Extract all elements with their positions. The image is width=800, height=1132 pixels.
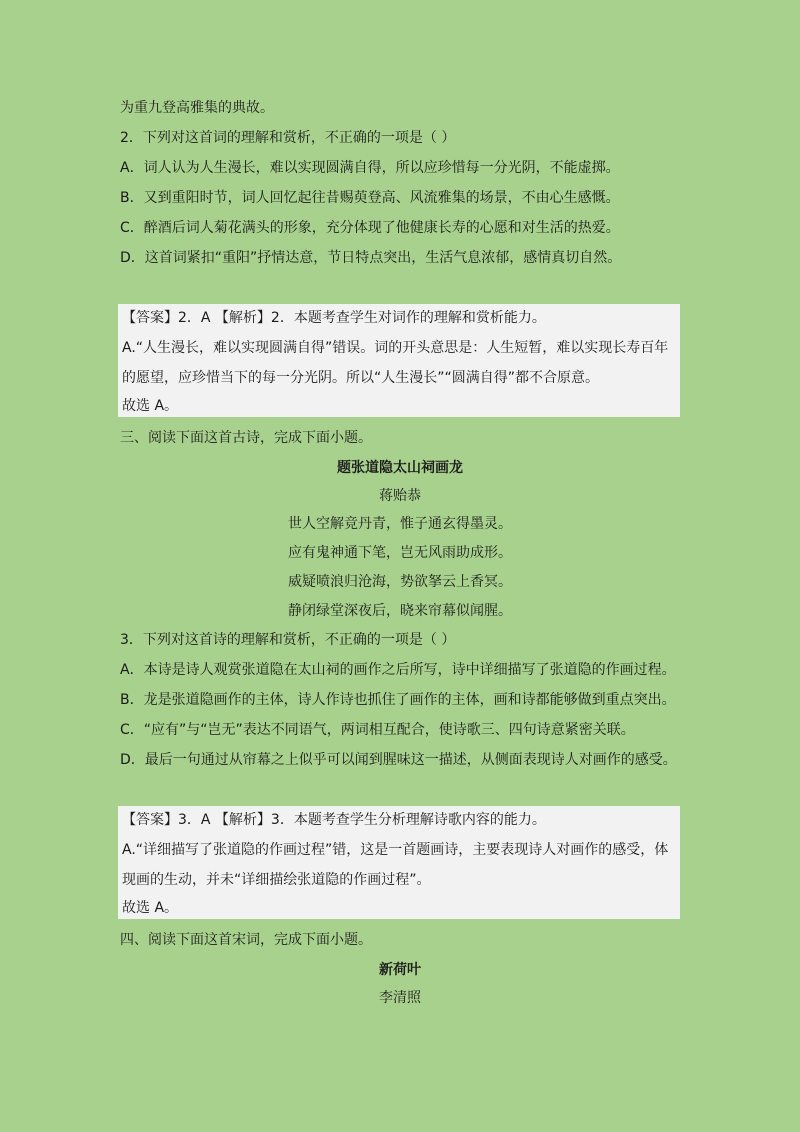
option-3d: D．最后一句通过从帘幕之上似乎可以闻到腥味这一描述，从侧面表现诗人对画作的感受。 [120,752,677,768]
poem-3-line-3: 威疑喷浪归沧海，势欲拏云上香冥。 [288,574,512,590]
answer-3-line-4: 故选 A。 [122,900,179,916]
answer-box-3 [118,806,680,919]
question-3: 3．下列对这首诗的理解和赏析，不正确的一项是（ ） [120,632,456,648]
option-2b: B．又到重阳时节，词人回忆起往昔赐萸登高、风流雅集的场景，不由心生感慨。 [120,190,620,206]
passage-note-tail: 为重九登高雅集的典故。 [120,100,274,116]
option-2a: A．词人认为人生漫长，难以实现圆满自得，所以应珍惜每一分光阴，不能虚掷。 [120,160,620,176]
poem-4-author: 李清照 [379,990,421,1006]
answer-2-line-4: 故选 A。 [122,398,179,414]
option-2d: D．这首词紧扣“重阳”抒情达意，节日特点突出，生活气息浓郁，感情真切自然。 [120,250,622,266]
answer-2-line-3: 的愿望，应珍惜当下的每一分光阴。所以“人生漫长”“圆满自得”都不合原意。 [122,370,600,386]
answer-box-2 [118,304,680,417]
answer-3-line-1: 【答案】3．A 【解析】3．本题考查学生分析理解诗歌内容的能力。 [122,812,546,828]
section-3-heading: 三、阅读下面这首古诗，完成下面小题。 [120,430,372,446]
question-2: 2．下列对这首词的理解和赏析，不正确的一项是（ ） [120,130,456,146]
option-3a: A．本诗是诗人观赏张道隐在太山祠的画作之后所写，诗中详细描写了张道隐的作画过程。 [120,662,676,678]
answer-2-line-2: A.“人生漫长，难以实现圆满自得”错误。词的开头意思是：人生短暂，难以实现长寿百年 [122,340,669,356]
answer-2-line-1: 【答案】2．A 【解析】2．本题考查学生对词作的理解和赏析能力。 [122,310,546,326]
section-4-heading: 四、阅读下面这首宋词，完成下面小题。 [120,932,372,948]
poem-3-title: 题张道隐太山祠画龙 [337,460,463,476]
poem-3-author: 蒋贻恭 [379,488,421,504]
poem-3-line-4: 静闭绿堂深夜后，晓来帘幕似闻腥。 [288,603,512,619]
option-3b: B．龙是张道隐画作的主体，诗人作诗也抓住了画作的主体，画和诗都能够做到重点突出。 [120,692,676,708]
poem-4-title: 新荷叶 [379,962,421,978]
option-2c: C．醉酒后词人菊花满头的形象，充分体现了他健康长寿的心愿和对生活的热爱。 [120,220,620,236]
poem-3-line-1: 世人空解竞丹青，惟子通玄得墨灵。 [288,516,512,532]
answer-3-line-2: A.“详细描写了张道隐的作画过程”错，这是一首题画诗，主要表现诗人对画作的感受，体 [122,842,669,858]
answer-3-line-3: 现画的生动，并未“详细描绘张道隐的作画过程”。 [122,872,431,888]
option-3c: C．“应有”与“岂无”表达不同语气，两词相互配合，使诗歌三、四句诗意紧密关联。 [120,722,635,738]
poem-3-line-2: 应有鬼神通下笔，岂无风雨助成形。 [288,545,512,561]
